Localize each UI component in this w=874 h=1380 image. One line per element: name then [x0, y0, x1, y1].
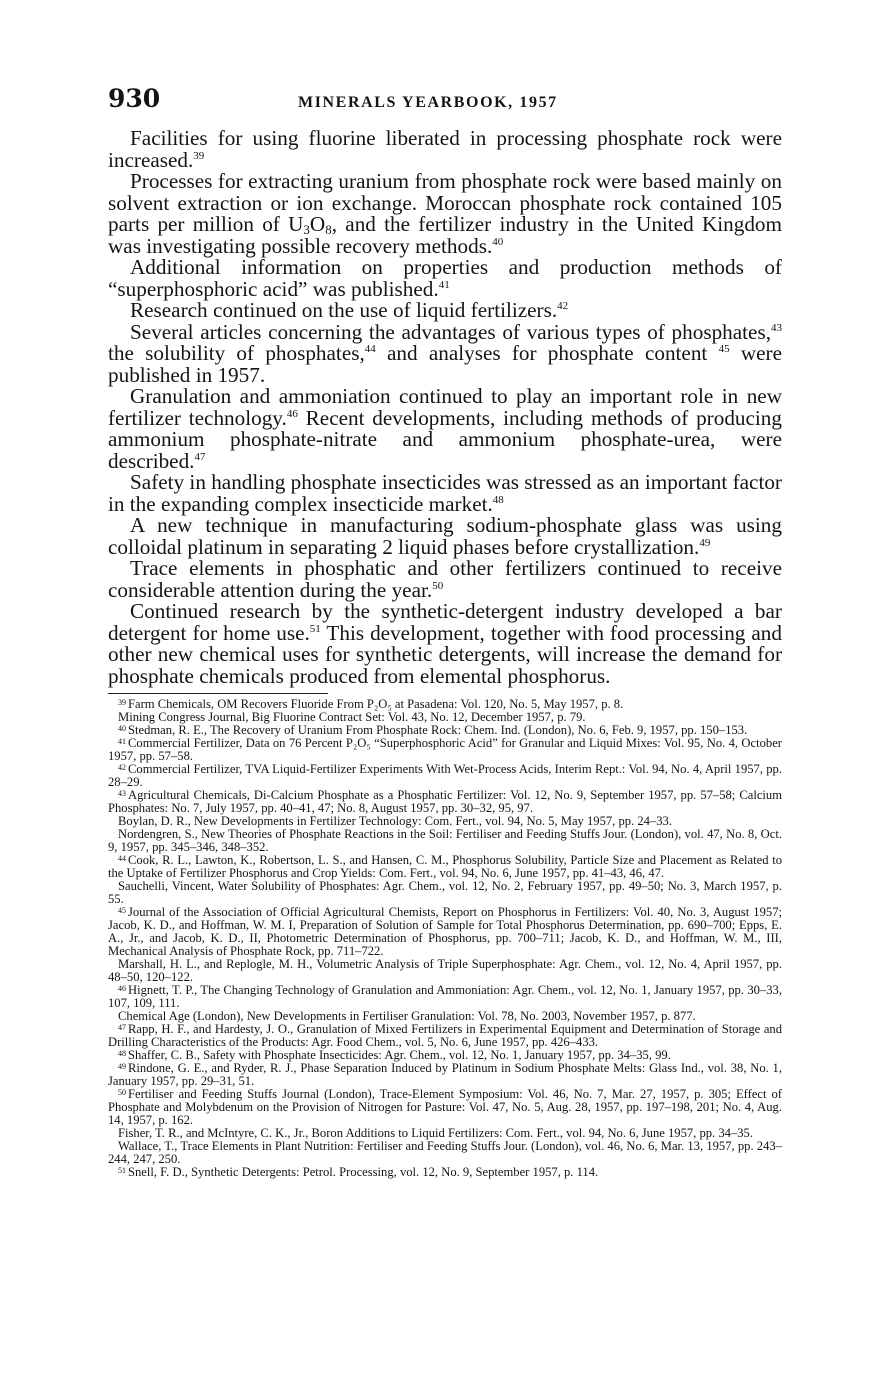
running-head	[108, 84, 782, 114]
footnote-reference: 43	[771, 321, 782, 334]
footnote-text: Agricultural Chemicals, Di-Calcium Phosphate as a Phosphatic Fertilizer: Vol. 12, No. 9, September 1957, pp. 57–58; Calcium Phosphates: No. 7, July 1957, pp. 40–41, 47; No. 8, August 1957, pp. 30–32, 95, 97.	[108, 788, 782, 815]
subscript: 3	[303, 222, 310, 237]
footnote-reference: 45	[718, 343, 730, 355]
footnote	[108, 1062, 782, 1088]
paragraph-text: and analyses for phosphate content	[375, 341, 719, 365]
paragraph-text: Recent developments, including methods of producing ammonium phosphate-nitrate and ammonium phosphate-urea, were described.	[108, 405, 782, 473]
footnote	[108, 1166, 782, 1179]
footnote-number: 43	[118, 789, 126, 798]
page-number: 930	[108, 84, 161, 113]
footnote	[108, 828, 782, 854]
footnote-text: Cook, R. L., Lawton, K., Robertson, L. S., and Hansen, C. M., Phosphorus Solubility, Particle Size and Placement as Related to the Uptake of Fertilizer Phosphorus and Crop Yields: Com. Fert., vol. 94, No. 6, June 1957, pp. 41–43, 46, 47.	[108, 853, 782, 880]
footnote-number: 50	[118, 1088, 126, 1097]
footnote-text: Hignett, T. P., The Changing Technology of Granulation and Ammoniation: Agr. Chem., vol. 12, No. 1, January 1957, pp. 30–33, 107, 109, 111.	[108, 983, 782, 1010]
body-paragraph	[108, 515, 782, 558]
footnote	[108, 958, 782, 984]
footnote-text: Sauchelli, Vincent, Water Solubility of Phosphates: Agr. Chem., vol. 12, No. 2, February 1957, pp. 49–50; No. 3, March 1957, p. 55.	[108, 879, 782, 906]
footnote-reference: 51	[309, 622, 321, 635]
paragraph-text: Facilities for using fluorine liberated in processing phosphate rock were increased.	[108, 126, 782, 172]
footnote-number: 40	[118, 724, 126, 733]
footnote-text: Commercial Fertilizer, TVA Liquid-Fertilizer Experiments With Wet-Process Acids, Interim Rept.: Vol. 94, No. 4, April 1957, pp. 28–29.	[108, 762, 782, 789]
footnote	[108, 1088, 782, 1127]
footnote-reference: 50	[432, 579, 444, 592]
paragraph-text: were published in 1957.	[108, 341, 782, 387]
footnote-text: Rapp, H. F., and Hardesty, J. O., Granulation of Mixed Fertilizers in Experimental Equipment and Determination of Storage and Drilling Characteristics of the Products: Agr. Food Chem., vol. 5, No. 6, June 1957, pp. 426–433.	[108, 1022, 782, 1049]
subscript: 8	[325, 222, 332, 237]
body-paragraph	[108, 558, 782, 601]
body-paragraph	[108, 128, 782, 171]
paragraph-text: O	[309, 212, 326, 236]
footnote	[108, 763, 782, 789]
paragraph-text: Safety in handling phosphate insecticides was stressed as an important factor in the expanding complex insecticide market.	[108, 470, 782, 516]
footnote-reference: 48	[492, 493, 504, 506]
footnote-number: 51	[118, 1166, 126, 1175]
footnote	[108, 789, 782, 815]
footnote-text: Snell, F. D., Synthetic Detergents: Petrol. Processing, vol. 12, No. 9, September 1957, p. 114.	[128, 1165, 599, 1179]
footnote-number: 44	[118, 854, 126, 863]
running-title: MINERALS YEARBOOK, 1957	[298, 94, 558, 111]
footnotes	[108, 698, 782, 1179]
footnote	[108, 1140, 782, 1166]
footnote-text: Farm Chemicals, OM Recovers Fluoride From P₂O₅ at Pasadena: Vol. 120, No. 5, May 1957, p. 8.	[128, 697, 624, 711]
body-paragraph	[108, 171, 782, 257]
paragraph-text: A new technique in manufacturing sodium-phosphate glass was using colloidal platinum in separating 2 liquid phases before crystallization.	[108, 513, 782, 559]
body-paragraph	[108, 300, 782, 322]
footnote	[108, 880, 782, 906]
footnote-number: 46	[118, 984, 126, 993]
footnote-text: Chemical Age (London), New Developments in Fertiliser Granulation: Vol. 78, No. 2003, November 1957, p. 877.	[118, 1009, 696, 1023]
paragraph-text: Granulation and ammoniation continued to play an important role in new fertilizer technology.	[108, 384, 782, 430]
footnote	[108, 1023, 782, 1049]
footnote-text: Fisher, T. R., and McIntyre, C. K., Jr., Boron Additions to Liquid Fertilizers: Com. Fert., vol. 94, No. 6, June 1957, pp. 34–35.	[118, 1126, 753, 1140]
paragraph-text: Trace elements in phosphatic and other fertilizers continued to receive considerable attention during the year.	[108, 556, 782, 602]
footnote-number: 45	[118, 906, 126, 915]
footnote-text: Commercial Fertilizer, Data on 76 Percent P₂O₅ “Superphosphoric Acid” for Granular and Liquid Mixes: Vol. 95, No. 4, October 1957, pp. 57–58.	[108, 736, 782, 763]
footnote-number: 41	[118, 737, 126, 746]
footnote-reference: 49	[699, 536, 711, 549]
footnote-text: Stedman, R. E., The Recovery of Uranium From Phosphate Rock: Chem. Ind. (London), No. 6, Feb. 9, 1957, pp. 150–153.	[128, 723, 748, 737]
footnote-number: 48	[118, 1049, 126, 1058]
footnote-reference: 39	[193, 149, 205, 162]
footnote-text: Marshall, H. L., and Replogle, M. H., Volumetric Analysis of Triple Superphosphate: Agr. Chem., vol. 12, No. 4, April 1957, pp. 48–50, 120–122.	[108, 957, 782, 984]
paragraph-text: , and the fertilizer industry in the United Kingdom was investigating possible recovery methods.	[108, 212, 782, 258]
paragraph-text: Continued research by the synthetic-detergent industry developed a bar detergent for home use.	[108, 599, 782, 645]
body-paragraph	[108, 472, 782, 515]
footnote-text: Journal of the Association of Official Agricultural Chemists, Report on Phosphorus in Fertilizers: Vol. 40, No. 3, August 1957; Jacob, K. D., and Hoffman, W. M. I, Preparation of Solution of Sample for Total Phosphorus Determination, pp. 690–700; Epps, E. A., Jr., and Jacob, K. D., II, Photometric Determination of Phosphorus, pp. 700–711; Jacob, K. D., and Hoffman, W. M., III, Mechanical Analysis of Phosphate Rock, pp. 711–722.	[108, 905, 782, 958]
document-page	[108, 84, 782, 1179]
body-paragraph	[108, 386, 782, 472]
footnote-number: 39	[118, 698, 126, 707]
paragraph-text: Several articles concerning the advantages of various types of phosphates,	[130, 319, 771, 344]
paragraph-text: Processes for extracting uranium from phosphate rock were based mainly on solvent extraction or ion exchange. Moroccan phosphate rock contained 105 parts per million of U	[108, 169, 782, 236]
footnote-reference: 44	[364, 343, 376, 355]
footnote-text: Nordengren, S., New Theories of Phosphate Reactions in the Soil: Fertiliser and Feeding Stuffs Jour. (London), vol. 47, No. 8, Oct. 9, 1957, pp. 345–346, 348–352.	[108, 827, 782, 854]
footnote-text: Boylan, D. R., New Developments in Fertilizer Technology: Com. Fert., vol. 94, No. 5, May 1957, pp. 24–33.	[118, 814, 673, 828]
footnote-number: 47	[118, 1023, 126, 1032]
footnote-reference: 41	[438, 278, 450, 291]
footnote-text: Mining Congress Journal, Big Fluorine Contract Set: Vol. 43, No. 12, December 1957, p. 79.	[118, 710, 586, 724]
footnote	[108, 906, 782, 958]
body-text	[108, 128, 782, 687]
paragraph-text: the solubility of phosphates,	[108, 341, 365, 365]
footnote-text: Shaffer, C. B., Safety with Phosphate Insecticides: Agr. Chem., vol. 12, No. 1, January 1957, pp. 34–35, 99.	[128, 1048, 671, 1062]
paragraph-text: Research continued on the use of liquid fertilizers.	[130, 298, 558, 322]
paragraph-text: Additional information on properties and production methods of “superphosphoric acid” was published.	[108, 255, 782, 301]
paragraph-text: This development, together with food processing and other new chemical uses for synthetic detergents, will increase the demand for phosphate chemicals produced from elemental phosphorus.	[108, 620, 782, 688]
footnote	[108, 737, 782, 763]
footnote-reference: 46	[286, 407, 298, 420]
body-paragraph	[108, 601, 782, 687]
footnote-number: 42	[118, 763, 126, 772]
footnote-text: Wallace, T., Trace Elements in Plant Nutrition: Fertiliser and Feeding Stuffs Jour. (London), vol. 46, No. 6, Mar. 13, 1957, pp. 243–244, 247, 250.	[108, 1139, 782, 1166]
footnote-text: Rindone, G. E., and Ryder, R. J., Phase Separation Induced by Platinum in Sodium Phosphate Melts: Glass Ind., vol. 38, No. 1, January 1957, pp. 29–31, 51.	[108, 1061, 782, 1088]
footnote-reference: 42	[557, 300, 569, 312]
footnote-divider	[108, 693, 328, 694]
body-paragraph	[108, 257, 782, 300]
footnote	[108, 984, 782, 1010]
footnote-reference: 47	[194, 450, 206, 463]
body-paragraph	[108, 319, 782, 387]
footnote	[108, 854, 782, 880]
footnote-number: 49	[118, 1062, 126, 1071]
footnote-text: Fertiliser and Feeding Stuffs Journal (London), Trace-Element Symposium: Vol. 46, No. 7, Mar. 27, 1957, p. 305; Effect of Phosphate and Molybdenum on the Provision of Nitrogen for Pasture: Vol. 47, No. 5, Aug. 28, 1957, pp. 197–198, 201; No. 4, Aug. 14, 1957, p. 162.	[108, 1087, 782, 1127]
footnote-reference: 40	[492, 235, 504, 248]
